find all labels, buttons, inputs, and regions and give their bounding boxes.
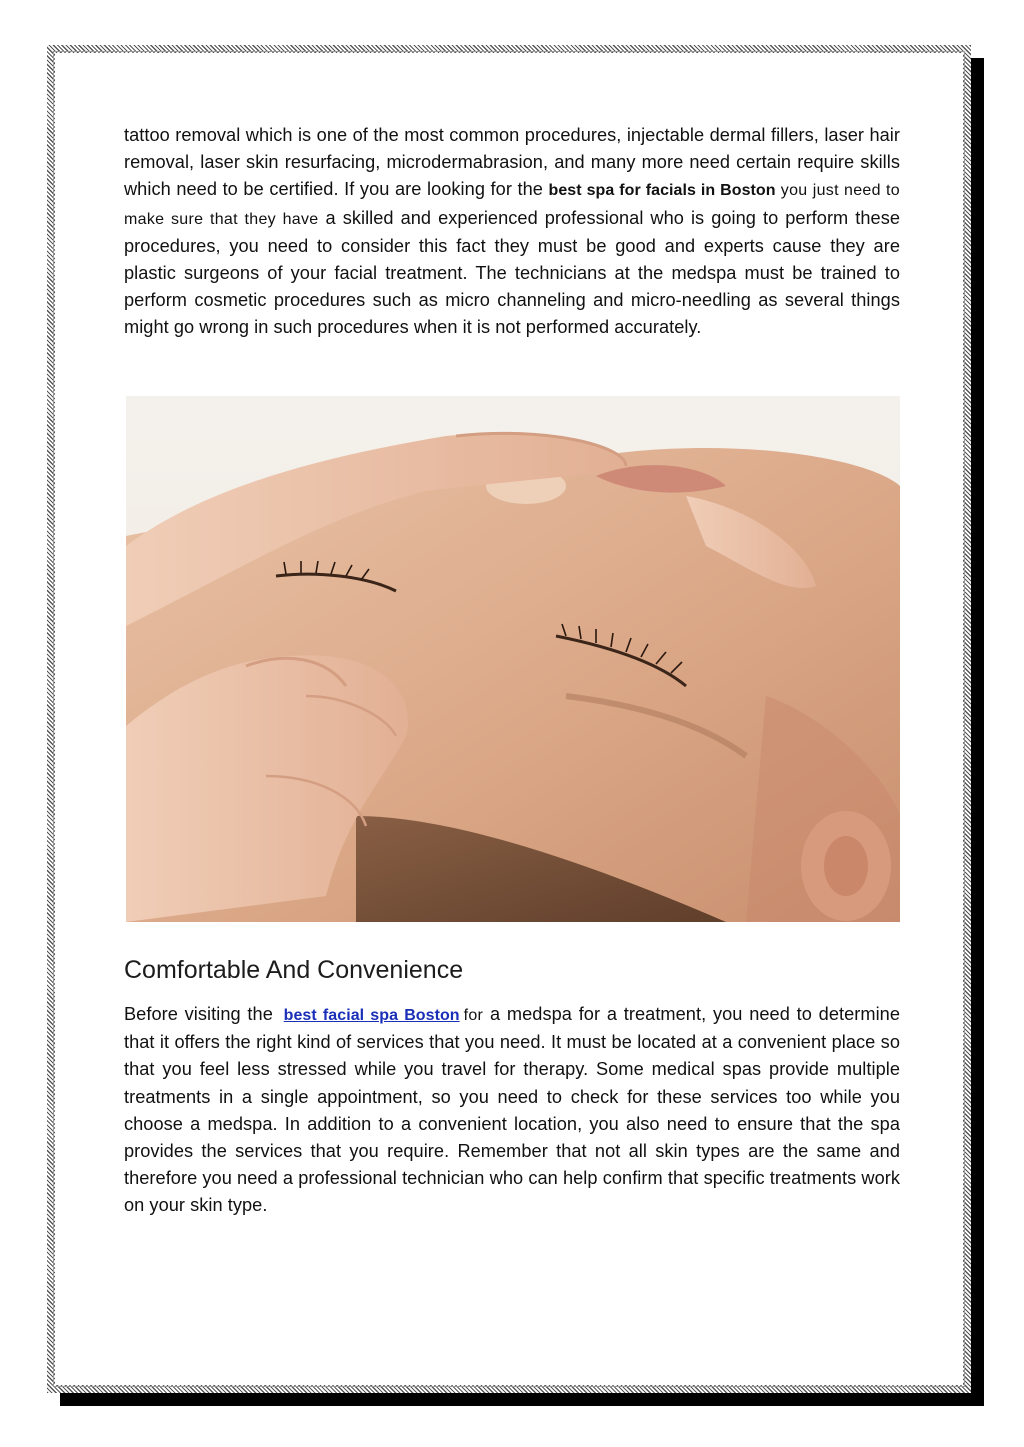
body-paragraph-1 bbox=[124, 122, 900, 342]
paragraph-1-text-c: a skilled and experienced professional who is going to perform these procedures, you need to consider this fact they must be good and experts cause they are plastic surgeons of your facial treatment. The technicians at the medspa must be trained to perform cosmetic procedures such as micro channeling and micro-needling as several things might go wrong in such procedures when it is not performed accurately. bbox=[124, 207, 901, 338]
keyword-best-spa-for-facials: best spa for facials in Boston bbox=[548, 182, 776, 200]
body-paragraph-2 bbox=[124, 1001, 900, 1220]
best-facial-spa-boston-link[interactable]: best facial spa Boston bbox=[283, 1007, 460, 1024]
paragraph-2-text-a: Before visiting the bbox=[124, 1004, 280, 1024]
paragraph-1-text-b: you just need to make sure that they have bbox=[124, 182, 900, 228]
paragraph-2-text-b: for bbox=[463, 1007, 484, 1024]
section-heading: Comfortable And Convenience bbox=[124, 956, 464, 984]
paragraph-1-text-a: tattoo removal which is one of the most common procedures, injectable dermal fillers, laser hair removal, laser skin resurfacing, microdermabrasion, and many more need certain require skills which need to be certified. If you are looking for the bbox=[124, 125, 900, 200]
paragraph-2-text-c: a medspa for a treatment, you need to determine that it offers the right kind of services that you need. It must be located at a convenient place so that you feel less stressed while you travel for therapy. Some medical spas provide multiple treatments in a single appointment, so you need to check for these services too while you choose a medspa. In addition to a convenient location, you also need to ensure that the spa provides the services that you require. Remember that not all skin types are the same and therefore you need a professional technician who can help confirm that specific treatments work on your skin type. bbox=[124, 1004, 901, 1216]
facial-massage-photo bbox=[126, 396, 900, 922]
